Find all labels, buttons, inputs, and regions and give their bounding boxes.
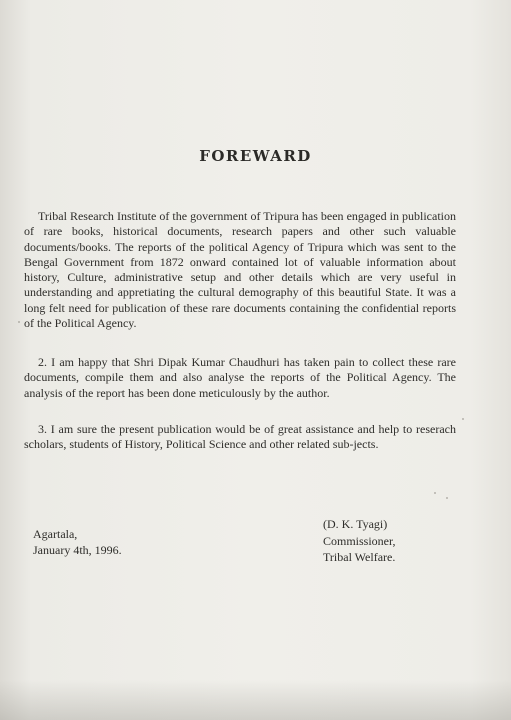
paragraph-usefulness: 3. I am sure the present publication would be of great assistance and help to reserach scholars, students of History, Political Science and other related sub-jects.: [24, 422, 456, 452]
place-and-date: [33, 526, 122, 558]
paragraph-intro: Tribal Research Institute of the government of Tripura has been engaged in publication of rare books, historical documents, research papers and other such valuable documents/books. The reports of the political Agency of Tripura which was sent to the Bengal Government from 1872 onward contained lot of valuable information about history, Culture, administrative setup and other details which are very useful in understanding and appretiating the cultural demography of this beautiful State. It was a long felt need for publication of these rare documents containing the confidential reports of the Political Agency.: [24, 209, 456, 331]
paper-speck: [18, 321, 20, 323]
place-text: Agartala,: [33, 527, 78, 541]
signatory-designation: Commissioner,: [323, 533, 396, 548]
signatory-department: Tribal Welfare.: [323, 550, 396, 564]
date-text: January 4th, 1996.: [33, 543, 122, 557]
paper-speck: [446, 497, 448, 499]
signature-block: [323, 516, 396, 566]
page-title: FOREWARD: [199, 147, 312, 165]
paragraph-author-thanks: 2. I am happy that Shri Dipak Kumar Chaudhuri has taken pain to collect these rare documents, compile them and also analyse the reports of the Political Agency. The analysis of the report has been done meticulously by the author.: [24, 355, 456, 400]
paper-speck: [462, 418, 464, 420]
signatory-name: (D. K. Tyagi): [323, 517, 388, 531]
paper-speck: [434, 492, 436, 494]
